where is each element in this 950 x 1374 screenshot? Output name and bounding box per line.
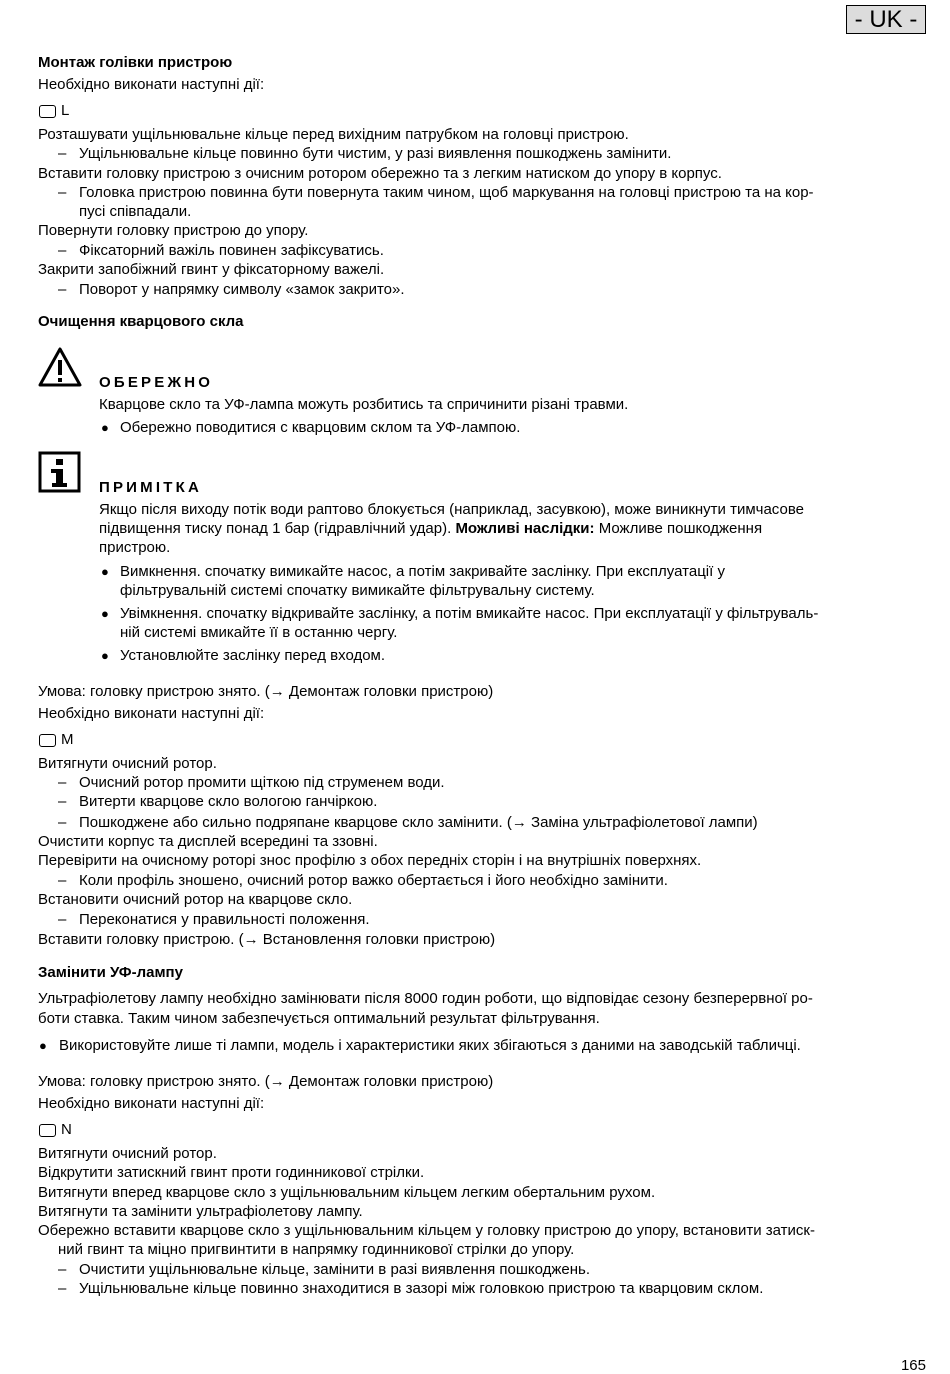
language-badge: - UK - <box>846 5 926 34</box>
step-line-continued: ний гвинт та міцно пригвинтити в напрямку годинникової стрілки до упору. <box>58 1241 575 1258</box>
step-result-continued: пусі співпадали. <box>79 203 192 220</box>
dash-icon: – <box>58 184 67 201</box>
step-line: Перевірити на очисному роторі знос профілю з обох передніх сторін і на внутрішніх поверхнях. <box>38 852 702 869</box>
note-text <box>99 520 762 538</box>
section-title-clean: Очищення кварцового скла <box>38 313 244 330</box>
step-result: Поворот у напрямку символу «замок закрито». <box>79 281 405 298</box>
step-line: Встановити очисний ротор на кварцове скло. <box>38 891 353 908</box>
dash-icon: – <box>58 281 67 298</box>
bullet-icon: ● <box>101 606 109 621</box>
step-line: Закрити запобіжний гвинт у фіксаторному важелі. <box>38 261 385 278</box>
figure-ref: L <box>61 102 70 119</box>
dash-icon: – <box>58 911 67 928</box>
bullet-icon: ● <box>101 648 109 663</box>
step-box-icon <box>39 105 56 118</box>
step-result: Ущільнювальне кільце повинно знаходитися в зазорі між головкою пристрою та кварцовим склом. <box>79 1280 764 1297</box>
caution-bullet: Обережно поводитися с кварцовим склом та УФ-лампою. <box>120 419 521 436</box>
dash-icon: – <box>58 1280 67 1297</box>
note-text-part: Можливе пошкодження <box>594 520 763 537</box>
bullet-icon: ● <box>39 1038 47 1053</box>
step-result: Головка пристрою повинна бути повернута таким чином, щоб маркування на головці пристрою та на кор- <box>79 184 814 201</box>
steps-intro: Необхідно виконати наступні дії: <box>38 1095 265 1112</box>
step-result: Витерти кварцове скло вологою ганчіркою. <box>79 793 378 810</box>
note-bullet: Вимкнення. спочатку вимикайте насос, а потім закривайте заслінку. При експлуатації у <box>120 563 725 580</box>
condition-text: Умова: головку пристрою знято. (→ Демонтаж головки пристрою) <box>38 683 494 700</box>
dash-icon: – <box>58 814 67 831</box>
warning-triangle-icon <box>38 347 82 387</box>
step-box-icon <box>39 734 56 747</box>
paragraph-text: Ультрафіолетову лампу необхідно замінювати після 8000 годин роботи, що відповідає сезону безперервної ро- <box>38 990 813 1007</box>
step-line: Розташувати ущільнювальне кільце перед вихідним патрубком на головці пристрою. <box>38 126 629 143</box>
step-result: Ущільнювальне кільце повинно бути чистим, у разі виявлення пошкоджень замінити. <box>79 145 672 162</box>
condition-text: Умова: головку пристрою знято. (→ Демонтаж головки пристрою) <box>38 1073 494 1090</box>
step-result: Фіксаторний важіль повинен зафіксуватись. <box>79 242 384 259</box>
figure-ref: N <box>61 1121 72 1138</box>
step-line: Очистити корпус та дисплей всередині та ззовні. <box>38 833 378 850</box>
note-heading: ПРИМІТКА <box>99 479 202 496</box>
step-line: Витягнути та замінити ультрафіолетову лампу. <box>38 1203 363 1220</box>
step-result: Очистити ущільнювальне кільце, замінити в разі виявлення пошкоджень. <box>79 1261 591 1278</box>
dash-icon: – <box>58 774 67 791</box>
page-number: 165 <box>900 1357 926 1374</box>
section-title-replace: Замінити УФ-лампу <box>38 964 183 981</box>
dash-icon: – <box>58 1261 67 1278</box>
figure-ref: M <box>61 731 74 748</box>
step-result: Пошкоджене або сильно подряпане кварцове скло замінити. (→ Заміна ультрафіолетової лампи) <box>79 814 758 831</box>
step-line: Витягнути очисний ротор. <box>38 1145 217 1162</box>
step-line: Відкрутити затискний гвинт проти годинникової стрілки. <box>38 1164 425 1181</box>
step-result: Переконатися у правильності положення. <box>79 911 370 928</box>
dash-icon: – <box>58 145 67 162</box>
note-bullet: Увімкнення. спочатку відкривайте заслінку, а потім вмикайте насос. При експлуатації у фільтруваль- <box>120 605 819 622</box>
caution-heading: ОБЕРЕЖНО <box>99 374 214 391</box>
step-line: Повернути головку пристрою до упору. <box>38 222 309 239</box>
note-text-part: підвищення тиску понад 1 бар (гідравлічний удар). <box>99 520 456 537</box>
step-line: Вставити головку пристрою. (→ Встановлення головки пристрою) <box>38 931 496 948</box>
step-line: Витягнути очисний ротор. <box>38 755 217 772</box>
dash-icon: – <box>58 872 67 889</box>
bullet-icon: ● <box>101 420 109 435</box>
step-line: Витягнути вперед кварцове скло з ущільнювальним кільцем легким обертальним рухом. <box>38 1184 656 1201</box>
replace-bullet: Використовуйте лише ті лампи, модель і характеристики яких збігаються з даними на заводській табличці. <box>59 1037 801 1054</box>
steps-intro: Необхідно виконати наступні дії: <box>38 76 265 93</box>
dash-icon: – <box>58 793 67 810</box>
note-text: Якщо після виходу потік води раптово блокується (наприклад, засувкою), може виникнути тимчасове <box>99 501 804 518</box>
note-text: пристрою. <box>99 539 171 556</box>
note-bullet-continued: ній системі вмикайте її в останню чергу. <box>120 624 398 641</box>
paragraph-text: боти ставка. Таким чином забезпечується оптимальний результат фільтрування. <box>38 1010 600 1027</box>
steps-intro: Необхідно виконати наступні дії: <box>38 705 265 722</box>
step-line: Вставити головку пристрою з очисним ротором обережно та з легким натиском до упору в корпус. <box>38 165 722 182</box>
caution-text: Кварцове скло та УФ-лампа можуть розбитись та спричинити різані травми. <box>99 396 629 413</box>
note-bullet: Установлюйте заслінку перед входом. <box>120 647 386 664</box>
note-bullet-continued: фільтрувальній системі спочатку вимикайте фільтрувальну систему. <box>120 582 595 599</box>
step-result: Коли профіль зношено, очисний ротор важко обертається і його необхідно замінити. <box>79 872 668 889</box>
note-consequences-label: Можливі наслідки: <box>455 520 595 537</box>
bullet-icon: ● <box>101 564 109 579</box>
section-title-mount: Монтаж голівки пристрою <box>38 54 233 71</box>
step-result: Очисний ротор промити щіткою під струменем води. <box>79 774 445 791</box>
info-note-icon <box>38 451 81 493</box>
dash-icon: – <box>58 242 67 259</box>
step-line: Обережно вставити кварцове скло з ущільнювальним кільцем у головку пристрою до упору, встановити затиск- <box>38 1222 815 1239</box>
step-box-icon <box>39 1124 56 1137</box>
